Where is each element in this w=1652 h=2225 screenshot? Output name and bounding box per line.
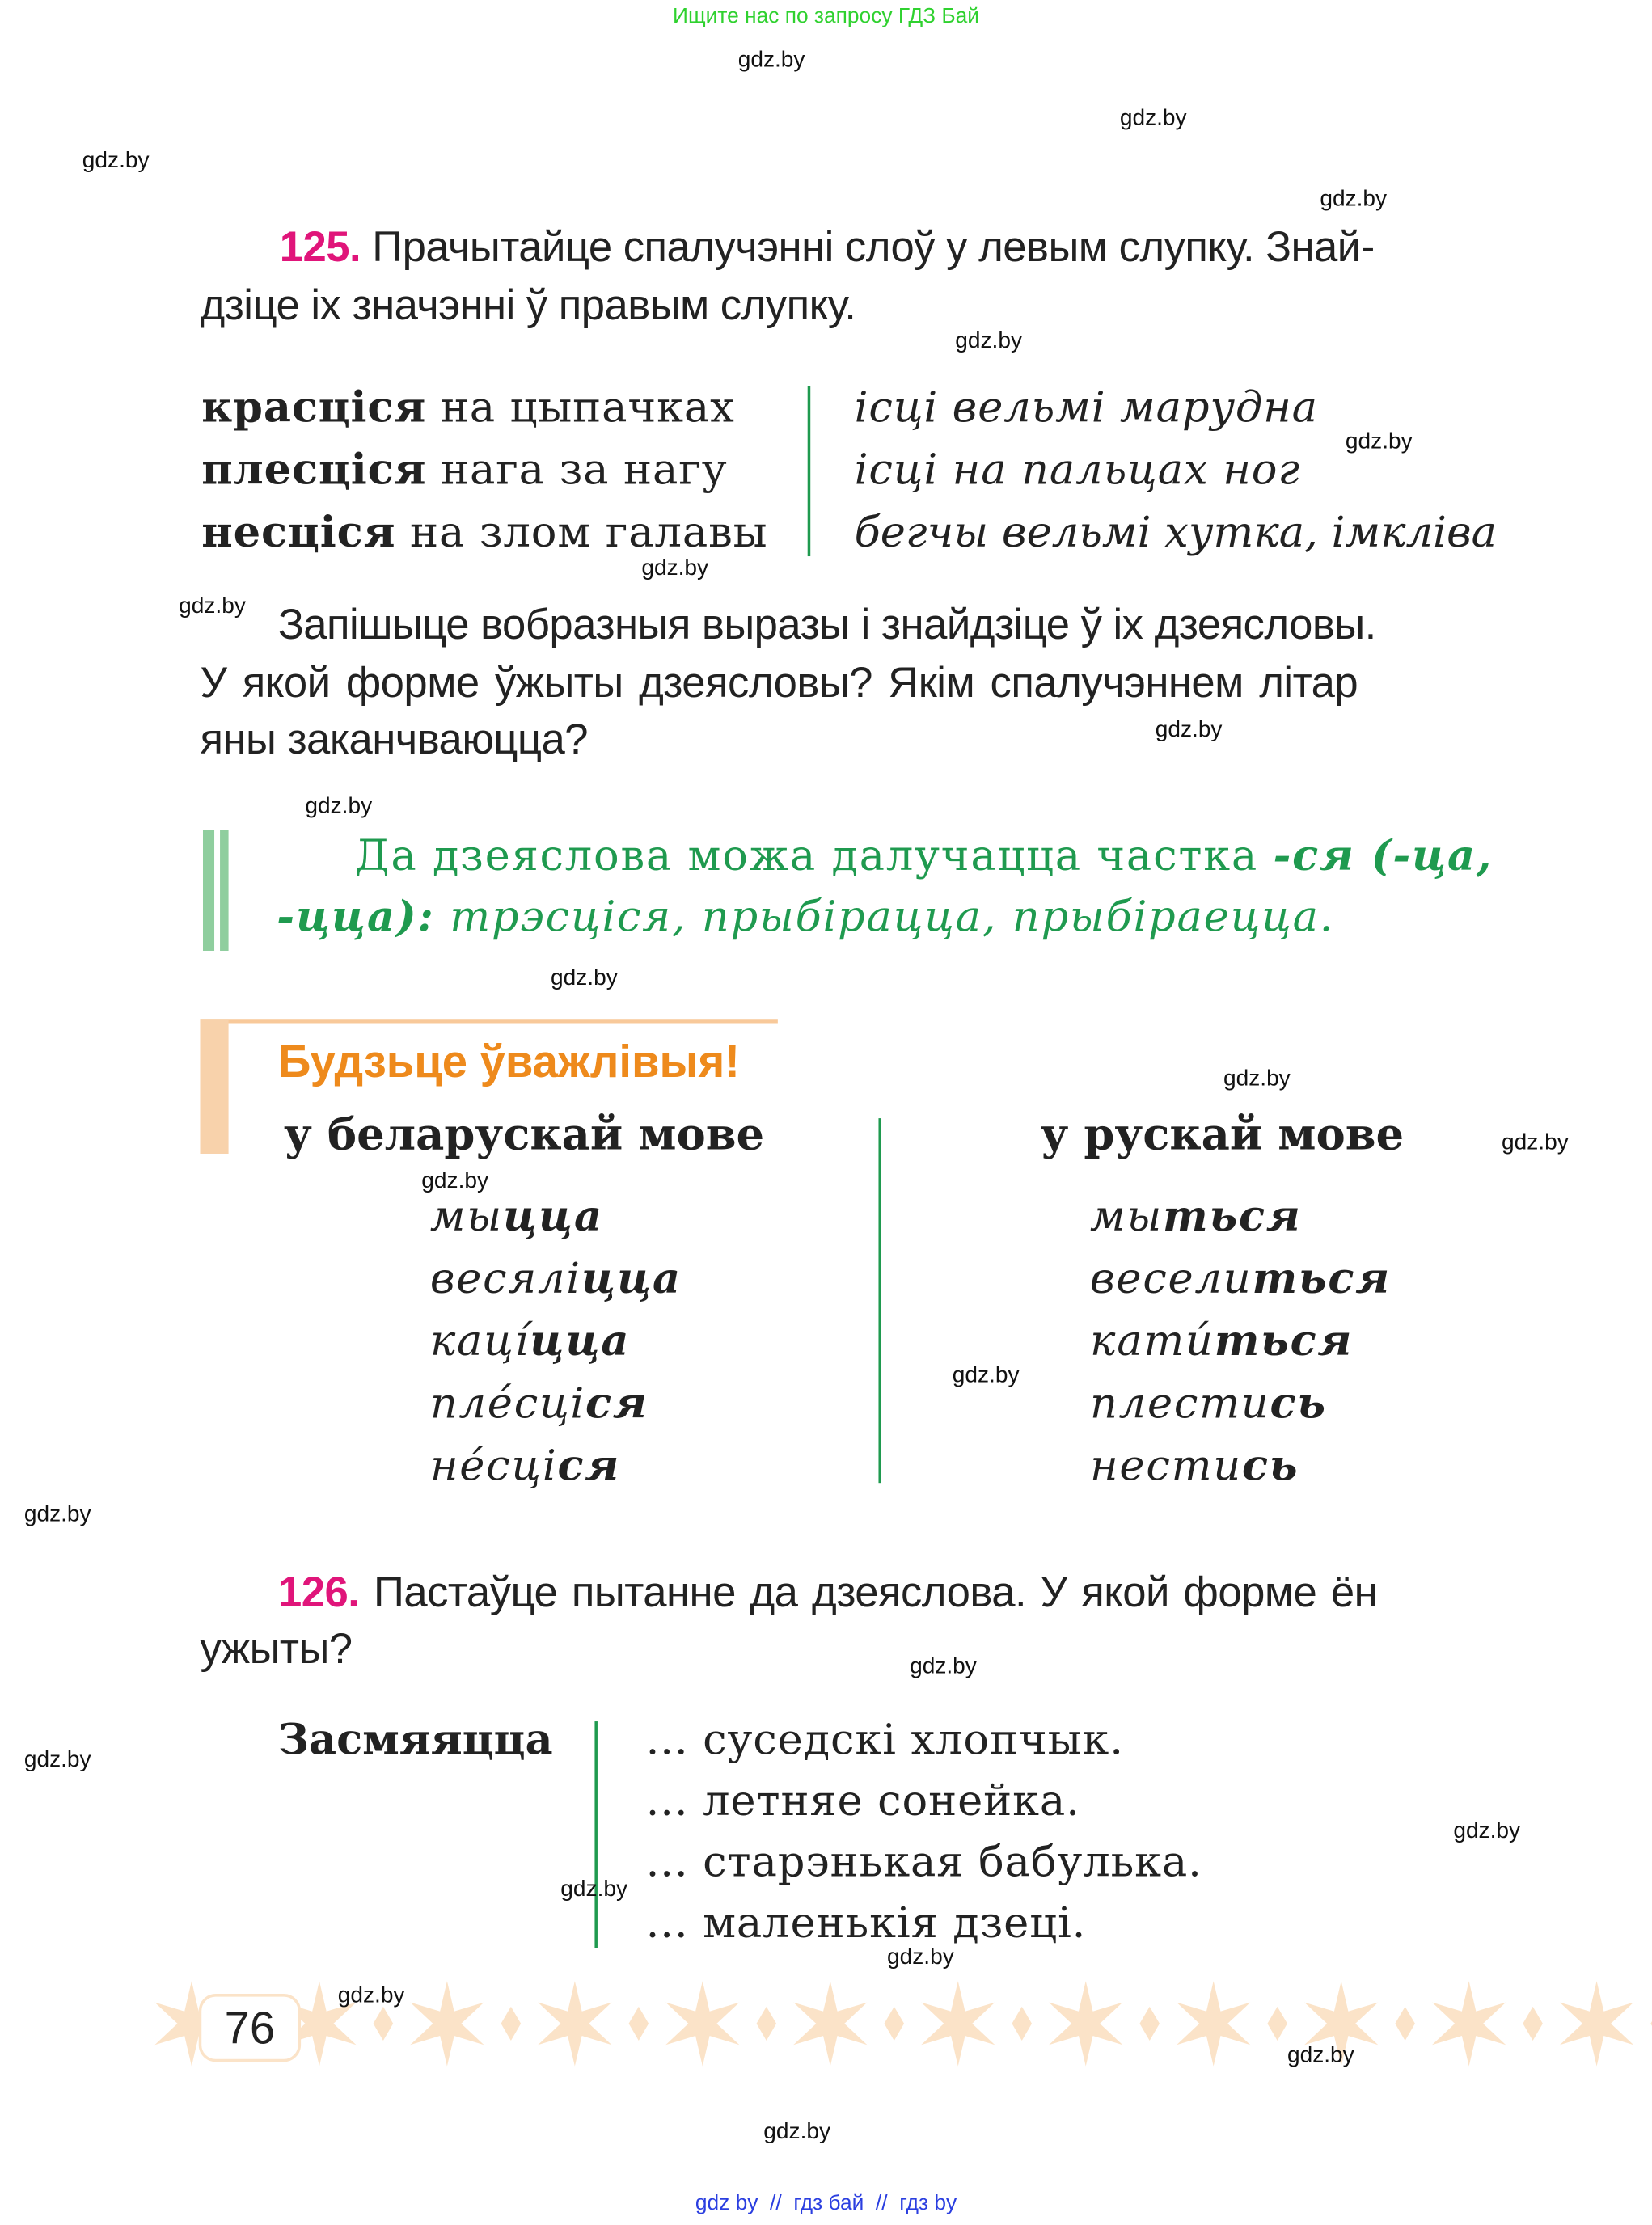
belarusian-word: мыцца (429, 1192, 603, 1242)
page-number-box (199, 1994, 301, 2062)
belarusian-word: каці́цца (429, 1316, 631, 1367)
ornament-star (1555, 1981, 1652, 2066)
instruction-line: дзіце іх значэнні ў правым слупку. (200, 282, 856, 330)
header-banner[interactable]: Ищите нас по запросу ГДЗ Бай (673, 4, 980, 29)
watermark: gdz.by (763, 2120, 831, 2145)
watermark: gdz.by (337, 1983, 405, 2008)
watermark: gdz.by (1502, 1130, 1569, 1155)
column-divider (594, 1721, 598, 1948)
watermark: gdz.by (1223, 1066, 1291, 1091)
ornament-star (916, 1981, 1032, 2066)
column-divider (878, 1118, 881, 1483)
right-column-item: ісці на пальцах ног (854, 445, 1300, 496)
instruction-line: Прачытайце спалучэнні слоў у левым слупку. Знай- (372, 224, 1375, 272)
watermark: gdz.by (23, 1502, 91, 1527)
watermark: gdz.by (910, 1654, 977, 1679)
watermark: gdz.by (887, 1945, 954, 1970)
belarusian-word: весяліцца (429, 1254, 682, 1305)
task-line: яны заканчваюцца? (200, 716, 589, 764)
ornament-star (1044, 1981, 1160, 2066)
exercise-number: 125. (279, 224, 361, 272)
watermark: gdz.by (952, 1363, 1020, 1388)
rule-bar (220, 830, 229, 951)
watermark: gdz.by (1345, 429, 1413, 454)
watermark: gdz.by (1287, 2043, 1354, 2068)
watermark: gdz.by (82, 149, 150, 174)
exercise-126-instruction (278, 1569, 1377, 1618)
footer-links[interactable]: gdz by // гдз бай // гдз by (695, 2191, 957, 2215)
task-line: Запішыце вобразныя выразы і знайдзіце ў іх дзеясловы. (278, 602, 1376, 649)
sentence-ending: ... старэнькая бабулька. (645, 1837, 1202, 1888)
russian-word: плестись (1089, 1379, 1327, 1429)
russian-word: кати́ться (1089, 1316, 1354, 1367)
left-heading: у беларускай мове (284, 1109, 765, 1161)
russian-word: веселиться (1089, 1254, 1391, 1305)
watermark: gdz.by (737, 48, 805, 73)
watermark: gdz.by (421, 1169, 489, 1194)
watermark: gdz.by (23, 1748, 91, 1773)
watermark: gdz.by (179, 594, 246, 619)
right-column-item: бегчы вельмі хутка, імкліва (854, 508, 1497, 558)
attention-side-bar (200, 1019, 228, 1154)
rule-bar (203, 830, 214, 951)
exercise-number: 126. (278, 1569, 360, 1617)
instruction-line: Пастаўце пытанне да дзеяслова. У якой форме ён (374, 1569, 1378, 1617)
right-column-item: ісці вельмі марудна (854, 382, 1318, 433)
page-number: 76 (224, 2002, 276, 2054)
belarusian-word: не́сціся (429, 1442, 621, 1492)
ornament-star (533, 1981, 649, 2066)
task-line: У якой форме ўжыты дзеясловы? Якім спалучэннем літар (200, 660, 1358, 707)
watermark: gdz.by (560, 1877, 628, 1902)
belarusian-word: пле́сціся (429, 1379, 649, 1429)
column-divider (808, 386, 811, 556)
ornament-star (1172, 1981, 1287, 2066)
watermark: gdz.by (1155, 718, 1223, 742)
watermark: gdz.by (305, 794, 373, 819)
watermark: gdz.by (551, 966, 618, 991)
ornament-star (405, 1981, 521, 2066)
verb: Засмяяцца (278, 1716, 553, 1766)
watermark: gdz.by (1119, 106, 1187, 131)
ornament-star (1427, 1981, 1543, 2066)
attention-top-border (200, 1019, 777, 1023)
ornament-star (788, 1981, 904, 2066)
rule-text: -цца): трэсціся, прыбірацца, прыбіраецца. (277, 893, 1335, 943)
right-heading: у рускай мове (1040, 1109, 1405, 1161)
left-column-item: красціся на цыпачках (201, 382, 735, 433)
rule-text: Да дзеяслова можа далучацца частка -ся (-ца, (354, 831, 1494, 881)
sentence-ending: ... летняе сонейка. (645, 1776, 1080, 1826)
ornament-star (661, 1981, 776, 2066)
exercise-125-instruction (280, 224, 1375, 272)
sentence-ending: ... маленькія дзеці. (645, 1898, 1087, 1948)
watermark: gdz.by (1320, 187, 1388, 212)
russian-word: мыться (1089, 1192, 1302, 1242)
watermark: gdz.by (641, 556, 709, 581)
russian-word: нестись (1089, 1442, 1299, 1492)
left-column-item: несціся на злом галавы (201, 508, 768, 558)
instruction-line: ужыты? (200, 1626, 353, 1674)
sentence-ending: ... суседскі хлопчык. (645, 1716, 1124, 1766)
left-column-item: плесціся нага за нагу (201, 445, 728, 496)
watermark: gdz.by (1453, 1819, 1521, 1844)
watermark: gdz.by (955, 329, 1022, 354)
attention-title: Будзьце ўважлівыя! (278, 1036, 740, 1087)
